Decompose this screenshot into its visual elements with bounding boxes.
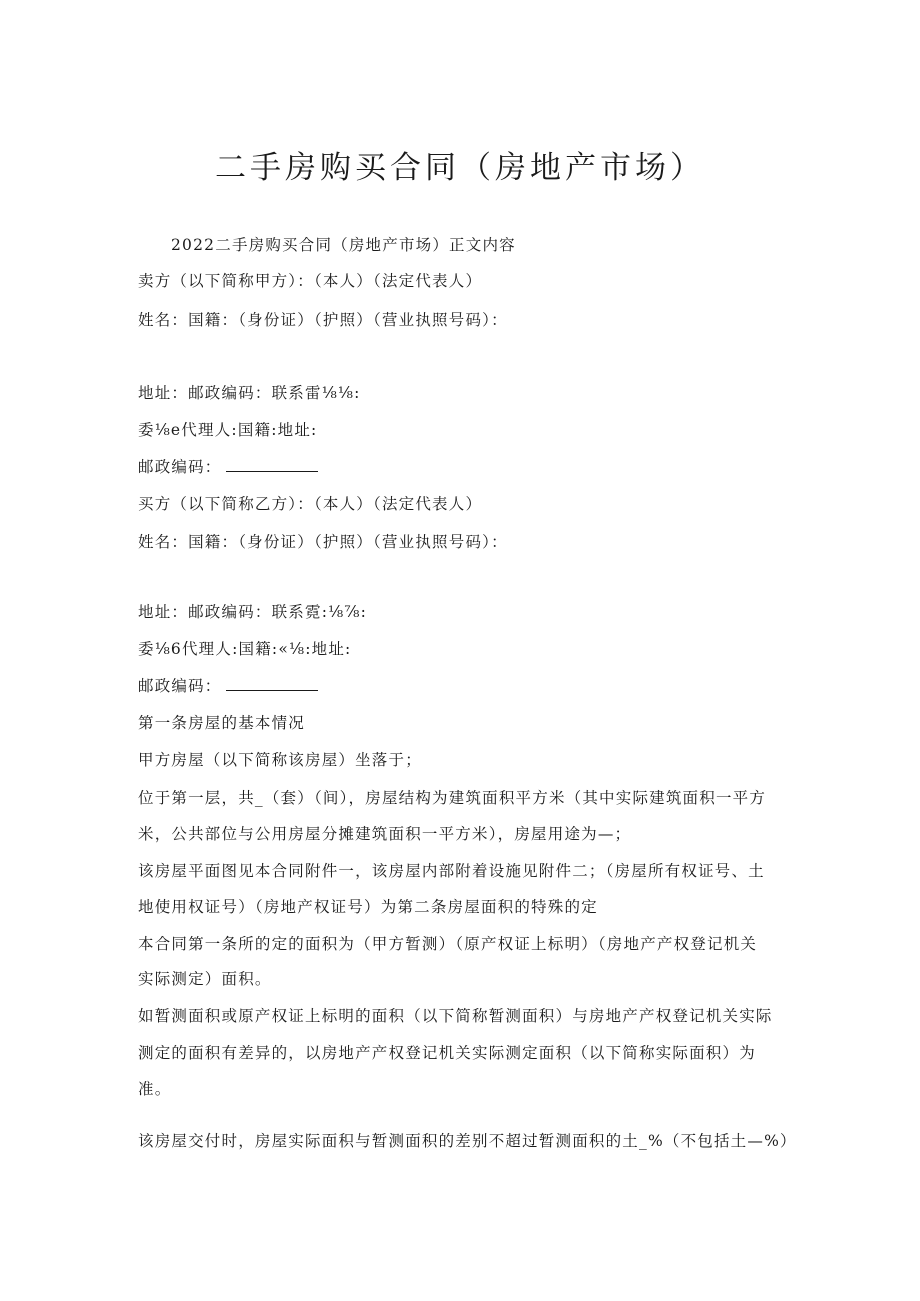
body-line: 甲方房屋（以下简称该房屋）坐落于； bbox=[138, 751, 422, 769]
postal-code-line bbox=[138, 675, 318, 697]
body-line: 地址：邮政编码：联系雷⅛⅛: bbox=[138, 384, 361, 402]
blank-underline bbox=[226, 676, 318, 691]
body-line: 该房屋交付时，房屋实际面积与暂测面积的差别不超过暂测面积的土_%（不包括土—%） bbox=[138, 1132, 797, 1150]
body-line: 卖方（以下简称甲方）：（本人）（法定代表人） bbox=[138, 272, 483, 290]
body-line: 姓名：国籍：（身份证）（护照）（营业执照号码）： bbox=[138, 311, 508, 329]
body-line: 本合同第一条所的定的面积为（甲方暂测）（原产权证上标明）（房地产产权登记机关 bbox=[138, 935, 758, 953]
body-line: 委⅛e代理人:国籍:地址: bbox=[138, 421, 318, 439]
body-line: 地址：邮政编码：联系霓:⅛⅞: bbox=[138, 603, 367, 621]
document-title: 二手房购买合同（房地产市场） bbox=[215, 150, 705, 186]
body-line: 如暂测面积或原产权证上标明的面积（以下简称暂测面积）与房地产产权登记机关实际 bbox=[138, 1007, 773, 1025]
body-line: 位于第一层，共_（套）（间），房屋结构为建筑面积平方米（其中实际建筑面积一平方 bbox=[138, 789, 767, 807]
body-line: 地使用权证号）（房地产权证号）为第二条房屋面积的特殊的定 bbox=[138, 898, 598, 916]
section-heading: 第一条房屋的基本情况 bbox=[138, 714, 306, 732]
body-line: 准。 bbox=[138, 1080, 172, 1098]
postal-code-line bbox=[138, 456, 318, 478]
body-line: 测定的面积有差异的，以房地产产权登记机关实际测定面积（以下简称实际面积）为 bbox=[138, 1044, 756, 1062]
blank-underline bbox=[226, 457, 318, 472]
body-line: 姓名：国籍：（身份证）（护照）（营业执照号码）： bbox=[138, 533, 508, 551]
body-line: 买方（以下简称乙方）：（本人）（法定代表人） bbox=[138, 495, 483, 513]
body-line-text: 邮政编码： bbox=[138, 458, 222, 476]
body-line: 米，公共部位与公用房屋分摊建筑面积一平方米），房屋用途为—； bbox=[138, 825, 632, 843]
body-line: 该房屋平面图见本合同附件一，该房屋内部附着设施见附件二；（房屋所有权证号、土 bbox=[138, 862, 765, 880]
body-line: 2022二手房购买合同（房地产市场）正文内容 bbox=[171, 236, 516, 254]
body-line-text: 邮政编码： bbox=[138, 677, 222, 695]
body-line: 委⅛6代理人:国籍:«⅛:地址: bbox=[138, 640, 352, 658]
body-line: 实际测定）面积。 bbox=[138, 970, 272, 988]
